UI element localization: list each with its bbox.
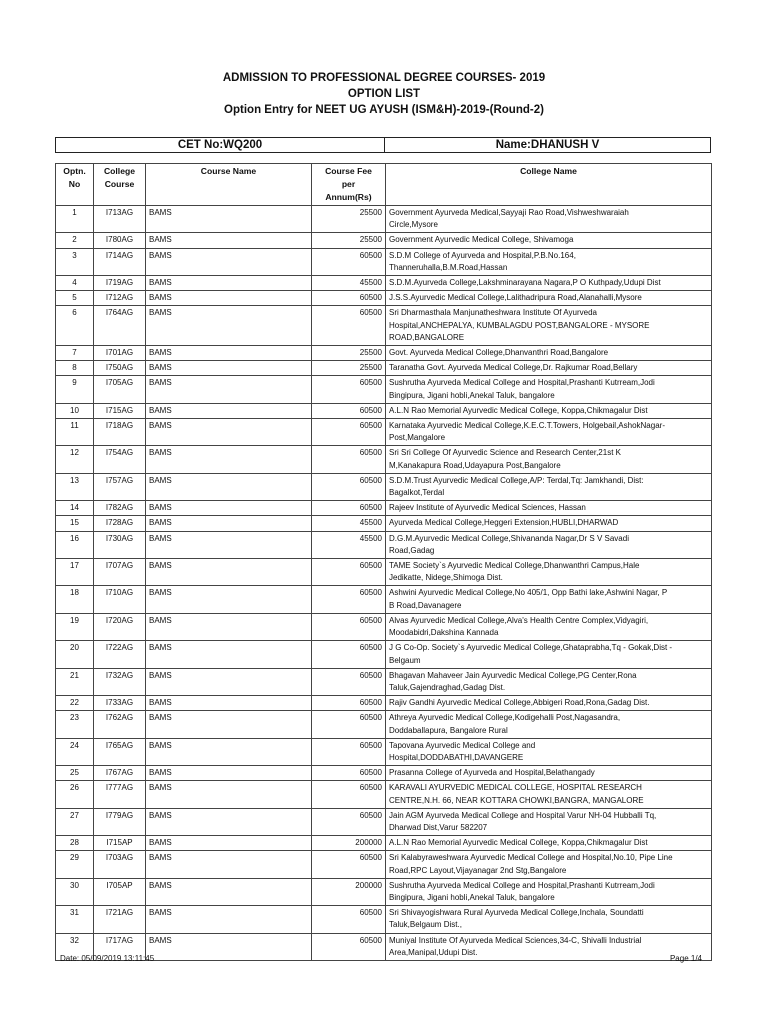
course-fee: 60500 — [312, 711, 386, 738]
course-name: BAMS — [146, 933, 312, 960]
option-number: 11 — [56, 419, 94, 446]
option-number: 16 — [56, 531, 94, 558]
page-footer — [60, 954, 702, 963]
college-course-code: I780AG — [94, 233, 146, 248]
college-name — [386, 906, 712, 933]
course-name: BAMS — [146, 403, 312, 418]
course-fee: 60500 — [312, 473, 386, 500]
course-fee: 60500 — [312, 248, 386, 275]
table-row — [56, 403, 712, 418]
college-name-line: Alvas Ayurvedic Medical College,Alva's Health Centre Complex,Vidyagiri, — [389, 615, 649, 625]
college-name-line: Jain AGM Ayurveda Medical College and Hospital Varur NH-04 Hubballi Tq, — [389, 810, 657, 820]
college-name-line: J G Co-Op. Society`s Ayurvedic Medical College,Ghataprabha,Tq - Gokak,Dist - — [389, 643, 673, 653]
table-row — [56, 851, 712, 878]
college-name — [386, 641, 712, 668]
course-name: BAMS — [146, 586, 312, 613]
college-course-code: I765AG — [94, 738, 146, 765]
course-name: BAMS — [146, 248, 312, 275]
header-course-name: Course Name — [146, 164, 312, 206]
college-name — [386, 836, 712, 851]
option-number: 21 — [56, 668, 94, 695]
table-body — [56, 206, 712, 961]
table-row — [56, 361, 712, 376]
college-name — [386, 559, 712, 586]
college-name — [386, 276, 712, 291]
college-name-line: S.D.M.Trust Ayurvedic Medical College,A/P: Terdal,Tq: Jamkhandi, Dist: — [389, 475, 644, 485]
course-name: BAMS — [146, 233, 312, 248]
college-course-code: I715AP — [94, 836, 146, 851]
table-row — [56, 641, 712, 668]
course-name: BAMS — [146, 419, 312, 446]
college-course-code: I714AG — [94, 248, 146, 275]
header-college-name: College Name — [386, 164, 712, 206]
college-course-code: I754AG — [94, 446, 146, 473]
course-name: BAMS — [146, 346, 312, 361]
college-name-line: Sri Kalabyraweshwara Ayurvedic Medical College and Hospital,No.10, Pipe Line — [389, 853, 673, 863]
college-name — [386, 291, 712, 306]
college-name — [386, 346, 712, 361]
option-number: 29 — [56, 851, 94, 878]
college-name-line: Sri Shivayogishwara Rural Ayurveda Medical College,Inchala, Soundatti — [389, 908, 644, 918]
course-fee: 45500 — [312, 531, 386, 558]
table-row — [56, 559, 712, 586]
college-name-line: A.L.N Rao Memorial Ayurvedic Medical College, Koppa,Chikmagalur Dist — [389, 405, 648, 415]
college-name-line: Taluk,Belgaum Dist., — [389, 920, 462, 930]
course-fee: 60500 — [312, 781, 386, 808]
college-name-line: Bhagavan Mahaveer Jain Ayurvedic Medical College,PG Center,Rona — [389, 670, 637, 680]
option-number: 22 — [56, 696, 94, 711]
college-name-line: TAME Society`s Ayurvedic Medical College,Dhanwanthri Campus,Hale — [389, 561, 640, 571]
course-fee: 60500 — [312, 446, 386, 473]
course-name: BAMS — [146, 836, 312, 851]
college-name-line: Hospital,DODDABATHI,DAVANGERE — [389, 752, 524, 762]
college-name-line: Rajiv Gandhi Ayurvedic Medical College,Abbigeri Road,Rona,Gadag Dist. — [389, 698, 650, 708]
cet-number: CET No:WQ200 — [56, 138, 385, 152]
option-number: 26 — [56, 781, 94, 808]
candidate-name: Name:DHANUSH V — [495, 139, 600, 151]
table-row — [56, 419, 712, 446]
course-fee: 25500 — [312, 233, 386, 248]
college-course-code: I762AG — [94, 711, 146, 738]
college-name-line: Circle,Mysore — [389, 220, 438, 230]
course-name: BAMS — [146, 851, 312, 878]
college-course-code: I713AG — [94, 206, 146, 233]
college-name-line: Muniyal Institute Of Ayurveda Medical Sciences,34-C, Shivalli Industrial — [389, 935, 642, 945]
college-name-line: Athreya Ayurvedic Medical College,Kodigehalli Post,Nagasandra, — [389, 713, 621, 723]
college-name — [386, 668, 712, 695]
college-name-line: S.D.M College of Ayurveda and Hospital,P.B.No.164, — [389, 250, 576, 260]
table-row — [56, 711, 712, 738]
course-name: BAMS — [146, 781, 312, 808]
option-number: 19 — [56, 613, 94, 640]
college-name — [386, 446, 712, 473]
college-course-code: I721AG — [94, 906, 146, 933]
college-name-line: Road,Gadag — [389, 545, 435, 555]
table-row — [56, 291, 712, 306]
option-number: 4 — [56, 276, 94, 291]
college-name-line: Prasanna College of Ayurveda and Hospital,Belathangady — [389, 768, 595, 778]
college-name — [386, 531, 712, 558]
course-name: BAMS — [146, 206, 312, 233]
college-course-code: I718AG — [94, 419, 146, 446]
college-name-line: D.G.M.Ayurvedic Medical College,Shivananda Nagar,Dr S V Savadi — [389, 533, 629, 543]
option-number: 14 — [56, 501, 94, 516]
course-fee: 60500 — [312, 851, 386, 878]
course-fee: 60500 — [312, 641, 386, 668]
college-name-line: KARAVALI AYURVEDIC MEDICAL COLLEGE, HOSPITAL RESEARCH — [389, 783, 642, 793]
college-name-line: Road,RPC Layout,Vijayanagar 2nd Stg,Bangalore — [389, 865, 567, 875]
header-optn-no: Optn. No — [56, 164, 94, 206]
college-name — [386, 403, 712, 418]
college-name-line: Govt. Ayurveda Medical College,Dhanvanthri Road,Bangalore — [389, 348, 609, 358]
college-name — [386, 248, 712, 275]
college-name — [386, 206, 712, 233]
table-row — [56, 501, 712, 516]
course-name: BAMS — [146, 641, 312, 668]
option-number: 23 — [56, 711, 94, 738]
header-course-fee: Course Fee per Annum(Rs) — [312, 164, 386, 206]
table-row — [56, 836, 712, 851]
option-number: 9 — [56, 376, 94, 403]
course-name: BAMS — [146, 878, 312, 905]
course-name: BAMS — [146, 361, 312, 376]
option-number: 13 — [56, 473, 94, 500]
course-name: BAMS — [146, 516, 312, 531]
college-name-line: Bingipura, Jigani hobli,Anekal Taluk, bangalore — [389, 892, 555, 902]
college-course-code: I757AG — [94, 473, 146, 500]
option-number: 27 — [56, 808, 94, 835]
course-fee: 60500 — [312, 586, 386, 613]
college-name-line: Bagalkot,Terdal — [389, 488, 445, 498]
course-name: BAMS — [146, 738, 312, 765]
college-course-code: I717AG — [94, 933, 146, 960]
option-number: 2 — [56, 233, 94, 248]
college-name-line: Hospital,ANCHEPALYA, KUMBALAGDU POST,BANGALORE - MYSORE — [389, 320, 650, 330]
table-row — [56, 206, 712, 233]
course-fee: 60500 — [312, 559, 386, 586]
option-number: 3 — [56, 248, 94, 275]
college-course-code: I764AG — [94, 306, 146, 346]
option-number: 1 — [56, 206, 94, 233]
college-name — [386, 586, 712, 613]
course-name: BAMS — [146, 711, 312, 738]
table-row — [56, 233, 712, 248]
college-name — [386, 233, 712, 248]
page-number: Page 1/4 — [669, 954, 702, 963]
table-row — [56, 586, 712, 613]
table-row — [56, 446, 712, 473]
course-name: BAMS — [146, 808, 312, 835]
option-number: 12 — [56, 446, 94, 473]
course-fee: 60500 — [312, 906, 386, 933]
college-course-code: I777AG — [94, 781, 146, 808]
college-name-line: Ayurveda Medical College,Heggeri Extension,HUBLI,DHARWAD — [389, 518, 619, 528]
option-number: 28 — [56, 836, 94, 851]
course-fee: 60500 — [312, 291, 386, 306]
course-fee: 60500 — [312, 668, 386, 695]
college-course-code: I722AG — [94, 641, 146, 668]
college-name-line: Area,Manipal,Udupi Dist. — [389, 947, 478, 957]
college-course-code: I703AG — [94, 851, 146, 878]
course-fee: 60500 — [312, 403, 386, 418]
college-course-code: I715AG — [94, 403, 146, 418]
college-course-code: I720AG — [94, 613, 146, 640]
college-name-line: CENTRE,N.H. 66, NEAR KOTTARA CHOWKI,BANGRA, MANGALORE — [389, 795, 644, 805]
course-fee: 60500 — [312, 613, 386, 640]
course-name: BAMS — [146, 906, 312, 933]
course-fee: 45500 — [312, 276, 386, 291]
college-course-code: I712AG — [94, 291, 146, 306]
college-name-line: Karnataka Ayurvedic Medical College,K.E.C.T.Towers, Holgebail,AshokNagar- — [389, 421, 665, 431]
print-date: Date: 05/09/2019 13:11:45 — [60, 954, 155, 963]
option-number: 8 — [56, 361, 94, 376]
college-name — [386, 473, 712, 500]
course-fee: 25500 — [312, 361, 386, 376]
option-number: 15 — [56, 516, 94, 531]
college-course-code: I728AG — [94, 516, 146, 531]
table-row — [56, 306, 712, 346]
course-fee: 60500 — [312, 501, 386, 516]
college-name — [386, 613, 712, 640]
college-name-line: Government Ayurveda Medical,Sayyaji Rao Road,Vishweshwaraiah — [389, 208, 629, 217]
college-name-line: ROAD,BANGALORE — [389, 332, 465, 342]
college-name-line: Dharwad Dist,Varur 582207 — [389, 822, 488, 832]
college-name — [386, 808, 712, 835]
college-course-code: I782AG — [94, 501, 146, 516]
course-name: BAMS — [146, 376, 312, 403]
course-name: BAMS — [146, 291, 312, 306]
college-name-line: Bingipura, Jigani hobli,Anekal Taluk, bangalore — [389, 390, 555, 400]
course-fee: 60500 — [312, 766, 386, 781]
course-name: BAMS — [146, 531, 312, 558]
table-row — [56, 276, 712, 291]
college-name — [386, 878, 712, 905]
course-name: BAMS — [146, 446, 312, 473]
course-name: BAMS — [146, 276, 312, 291]
college-course-code: I701AG — [94, 346, 146, 361]
table-row — [56, 781, 712, 808]
college-name — [386, 738, 712, 765]
course-fee: 25500 — [312, 346, 386, 361]
college-course-code: I750AG — [94, 361, 146, 376]
course-fee: 200000 — [312, 878, 386, 905]
college-course-code: I707AG — [94, 559, 146, 586]
table-row — [56, 346, 712, 361]
main-title: ADMISSION TO PROFESSIONAL DEGREE COURSES- 2019 — [222, 72, 546, 84]
college-name — [386, 711, 712, 738]
college-name-line: Sri Dharmasthala Manjunatheshwara Institute Of Ayurveda — [389, 308, 597, 318]
table-row — [56, 248, 712, 275]
course-name: BAMS — [146, 559, 312, 586]
course-fee: 45500 — [312, 516, 386, 531]
option-number: 30 — [56, 878, 94, 905]
table-row — [56, 473, 712, 500]
option-number: 20 — [56, 641, 94, 668]
option-number: 5 — [56, 291, 94, 306]
college-name-line: Tapovana Ayurvedic Medical College and — [389, 740, 536, 750]
table-row — [56, 668, 712, 695]
college-course-code: I779AG — [94, 808, 146, 835]
option-number: 7 — [56, 346, 94, 361]
college-name-line: Sushrutha Ayurveda Medical College and Hospital,Prashanti Kutrream,Jodi — [389, 378, 655, 388]
college-name-line: S.D.M.Ayurveda College,Lakshminarayana Nagara,P O Kuthpady,Udupi Dist — [389, 278, 661, 288]
option-number: 18 — [56, 586, 94, 613]
table-row — [56, 613, 712, 640]
table-row — [56, 696, 712, 711]
table-header-row — [56, 164, 712, 206]
course-fee: 60500 — [312, 738, 386, 765]
college-name — [386, 766, 712, 781]
college-course-code: I767AG — [94, 766, 146, 781]
college-name-line: Taranatha Govt. Ayurveda Medical College,Dr. Rajkumar Road,Bellary — [389, 363, 638, 373]
college-name-line: B Road,Davanagere — [389, 600, 462, 610]
college-name-line: M,Kanakapura Road,Udayapura Post,Bangalore — [389, 460, 561, 470]
course-name: BAMS — [146, 501, 312, 516]
college-name — [386, 516, 712, 531]
college-course-code: I732AG — [94, 668, 146, 695]
course-fee: 60500 — [312, 376, 386, 403]
course-fee: 200000 — [312, 836, 386, 851]
college-name-line: J.S.S.Ayurvedic Medical College,Lalithadripura Road,Alanahalli,Mysore — [389, 293, 642, 303]
option-number: 6 — [56, 306, 94, 346]
document-header — [0, 70, 768, 118]
college-name — [386, 419, 712, 446]
option-number: 31 — [56, 906, 94, 933]
option-number: 17 — [56, 559, 94, 586]
college-course-code: I710AG — [94, 586, 146, 613]
option-number: 24 — [56, 738, 94, 765]
table-row — [56, 738, 712, 765]
course-fee: 60500 — [312, 419, 386, 446]
college-name-line: Moodabidri,Dakshina Kannada — [389, 628, 499, 638]
college-name-line: Thanneruhalla,B.M.Road,Hassan — [389, 262, 508, 272]
college-course-code: I705AG — [94, 376, 146, 403]
option-table — [55, 163, 712, 961]
college-name — [386, 376, 712, 403]
college-name-line: Post,Mangalore — [389, 433, 446, 443]
course-name: BAMS — [146, 766, 312, 781]
course-name: BAMS — [146, 696, 312, 711]
college-name — [386, 306, 712, 346]
course-fee: 60500 — [312, 696, 386, 711]
college-name-line: Belgaum — [389, 655, 421, 665]
college-name-line: A.L.N Rao Memorial Ayurvedic Medical College, Koppa,Chikmagalur Dist — [389, 838, 648, 848]
table-row — [56, 516, 712, 531]
course-name: BAMS — [146, 306, 312, 346]
college-name-line: Sushrutha Ayurveda Medical College and Hospital,Prashanti Kutrream,Jodi — [389, 880, 655, 890]
college-name — [386, 781, 712, 808]
college-name-line: Ashwini Ayurvedic Medical College,No 405/1, Opp Bathi lake,Ashwini Nagar, P — [389, 588, 668, 598]
course-name: BAMS — [146, 613, 312, 640]
table-row — [56, 808, 712, 835]
college-name — [386, 851, 712, 878]
college-name — [386, 501, 712, 516]
course-fee: 25500 — [312, 206, 386, 233]
header-college-course: College Course — [94, 164, 146, 206]
option-number: 32 — [56, 933, 94, 960]
course-name: BAMS — [146, 473, 312, 500]
college-name-line: Sri Sri College Of Ayurvedic Science and Research Center,21st K — [389, 448, 621, 458]
option-number: 25 — [56, 766, 94, 781]
option-number: 10 — [56, 403, 94, 418]
college-name-line: Jedikatte, Nidege,Shimoga Dist. — [389, 573, 503, 583]
college-name-line: Doddaballapura, Bangalore Rural — [389, 725, 508, 735]
college-course-code: I733AG — [94, 696, 146, 711]
course-fee: 60500 — [312, 933, 386, 960]
candidate-bar — [55, 137, 711, 153]
sub-title: OPTION LIST — [347, 88, 421, 100]
college-name-line: Taluk,Gajendraghad,Gadag Dist. — [389, 682, 506, 692]
table-row — [56, 376, 712, 403]
college-course-code: I730AG — [94, 531, 146, 558]
college-course-code: I719AG — [94, 276, 146, 291]
college-name — [386, 361, 712, 376]
college-course-code: I705AP — [94, 878, 146, 905]
college-name-line: Government Ayurvedic Medical College, Shivamoga — [389, 235, 574, 245]
college-name-line: Rajeev Institute of Ayurvedic Medical Sciences, Hassan — [389, 503, 586, 513]
course-fee: 60500 — [312, 306, 386, 346]
table-row — [56, 531, 712, 558]
table-row — [56, 766, 712, 781]
course-name: BAMS — [146, 668, 312, 695]
table-row — [56, 906, 712, 933]
college-name — [386, 696, 712, 711]
course-fee: 60500 — [312, 808, 386, 835]
round-title: Option Entry for NEET UG AYUSH (ISM&H)-2019-(Round-2) — [224, 104, 544, 116]
table-row — [56, 878, 712, 905]
